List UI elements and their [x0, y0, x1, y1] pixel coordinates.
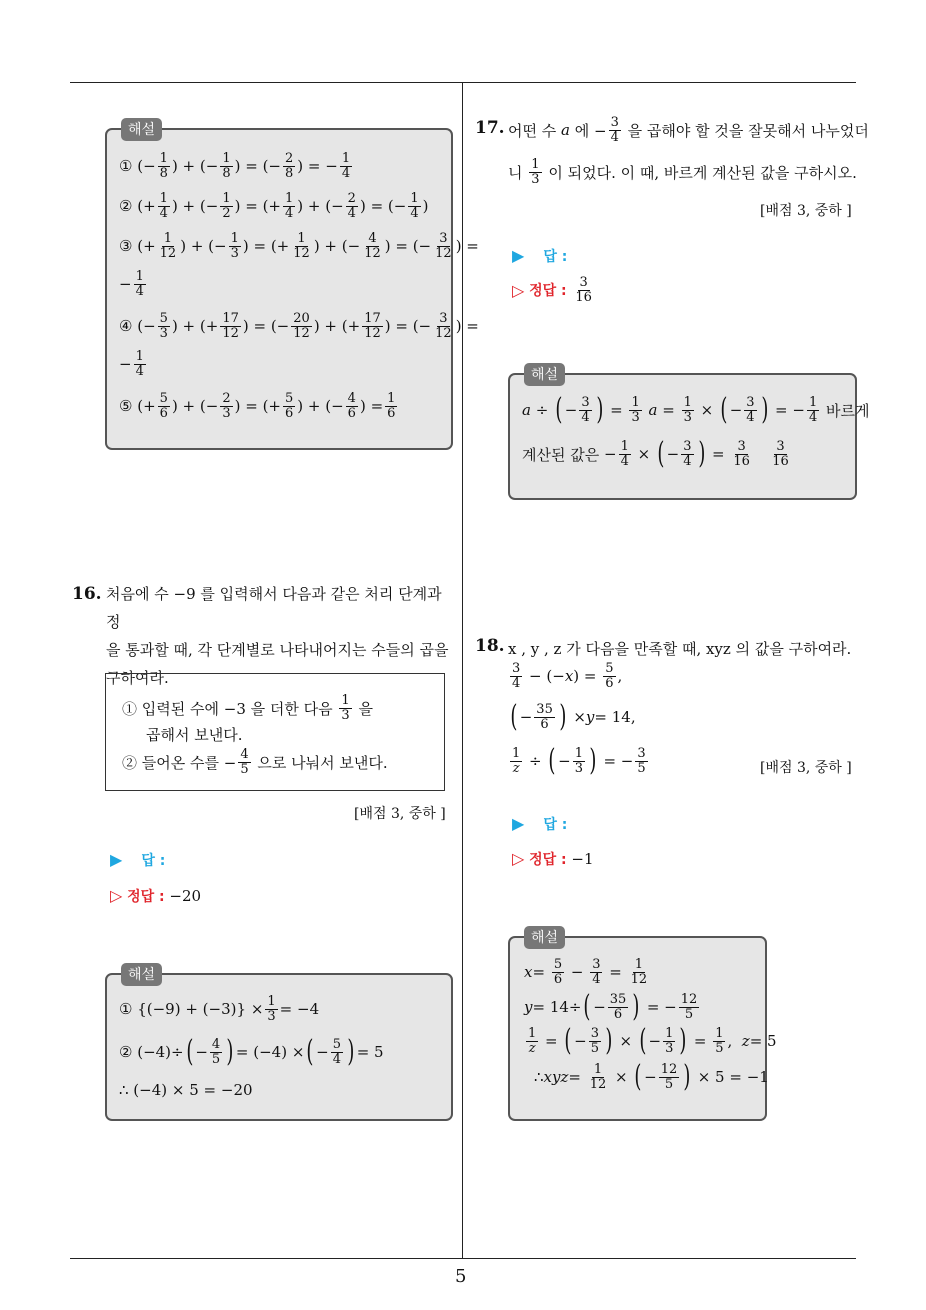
q18-eq-2: ( − $\frac{35}{6}$ ) × y = 14,: [510, 699, 636, 734]
solution-tag: 해설: [121, 963, 162, 986]
question-number-18: 18.: [475, 636, 505, 656]
q18-eq-1: $\frac{3}{4}$ − (− x ) = $\frac{5}{6}$ ,: [512, 661, 623, 691]
q16-sol-line-1: ① {(−9) + (−3)} × $\frac{1}{3}$ = −4: [119, 994, 320, 1024]
solution-box-q15: [105, 122, 479, 450]
solution-line-4b: − $\frac{1}{4}$: [119, 349, 144, 379]
q18-sol-line-4: ∴ xyz = $\frac{1}{12}$ × ( − $\frac{12}{5}$ ) × 5 = −1: [534, 1059, 769, 1094]
q18-sol-line-1: x = $\frac{5}{6}$ − $\frac{3}{4}$ = $\frac{1}{12}$: [524, 957, 648, 987]
question-17-text-1: 어떤 수 a 에 − $\frac{3}{4}$ 을 곱해야 할 것을 잘못해서 나누었더: [508, 115, 869, 145]
points-16: [배점 3, 중하 ]: [354, 806, 446, 822]
solution-line-3b: − $\frac{1}{4}$: [119, 269, 144, 299]
question-18-text: x , y , z 가 다음을 만족할 때, xyz 의 값을 구하여라.: [508, 640, 852, 658]
step-2: ② 들어온 수를 − $\frac{4}{5}$ 으로 나눠서 보낸다.: [122, 747, 388, 777]
q18-eq-3: $\frac{1}{z}$ ÷ ( − $\frac{1}{3}$ ) = − $\frac{3}{5}$: [512, 743, 646, 778]
page-number: 5: [455, 1266, 467, 1287]
q17-sol-line-1: a ÷ ( − $\frac{3}{4}$ ) = $\frac{1}{3}$ a = $\frac{1}{3}$ × ( − $\frac{3}{4}$ ) = − $\frac{1}{4}$ 바르게: [522, 392, 870, 427]
solution-line-4: ④ (− $\frac{5}{3}$ ) + (+ $\frac{17}{12}$ ) = (− $\frac{20}{12}$ ) + (+ $\frac{17}{12}$ ) = (− $\frac{3}{12}$ ) =: [119, 311, 479, 341]
q16-sol-line-2: ② (−4)÷ ( − $\frac{4}{5}$ ) = (−4) × ( − $\frac{5}{4}$ ) = 5: [119, 1034, 384, 1069]
triangle-outline-icon: ▷: [512, 849, 525, 868]
question-16-text: 처음에 수 −9 를 입력해서 다음과 같은 처리 단계과정 을 통과할 때, 각 단계별로 나타내어지는 수들의 곱을 구하여라.: [106, 585, 449, 687]
answer-line-18: ▶ 답 :: [512, 814, 568, 833]
points-17: [배점 3, 중하 ]: [760, 203, 852, 219]
q18-sol-line-3: $\frac{1}{z}$ = ( − $\frac{3}{5}$ ) × ( − $\frac{1}{3}$ ) = $\frac{1}{5}$ , z = 5: [528, 1023, 777, 1058]
points-18: [배점 3, 중하 ]: [760, 760, 852, 776]
answer-line-17: ▶ 답 :: [512, 246, 568, 265]
solution-tag: 해설: [121, 118, 162, 141]
q18-sol-line-2: y = 14÷ ( − $\frac{35}{6}$ ) = − $\frac{12}{5}$: [524, 989, 698, 1024]
step-1-cont: 곱해서 보낸다.: [146, 726, 243, 744]
play-icon: ▶: [110, 850, 123, 869]
solution-line-1: ① (− $\frac{1}{8}$ ) + (− $\frac{1}{8}$ ) = (− $\frac{2}{8}$ ) = − $\frac{1}{4}$: [119, 151, 351, 181]
play-icon: ▶: [512, 246, 525, 265]
triangle-outline-icon: ▷: [512, 280, 525, 300]
answer-line-16: ▶ 답 :: [110, 850, 166, 869]
correct-answer-18: ▷ 정답 : −1: [512, 849, 594, 868]
solution-box-q17: [508, 367, 870, 500]
correct-answer-17: ▷ 정답 : $\frac{3}{16}$: [512, 275, 592, 305]
process-steps-box: [105, 673, 445, 791]
solution-tag: 해설: [524, 926, 565, 949]
top-rule: [70, 82, 856, 83]
correct-value-16: −20: [169, 887, 202, 905]
q17-sol-line-2: 계산된 값은 − $\frac{1}{4}$ × ( − $\frac{3}{4}$ ) = $\frac{3}{16}$ $\frac{3}{16}$: [522, 436, 789, 471]
bottom-rule: [70, 1258, 856, 1259]
solution-line-5: ⑤ (+ $\frac{5}{6}$ ) + (− $\frac{2}{3}$ ) = (+ $\frac{5}{6}$ ) + (− $\frac{4}{6}$ ) = $\frac{1}{6}$: [119, 391, 396, 421]
step-1: ① 입력된 수에 −3 을 더한 다음 $\frac{1}{3}$ 을: [122, 693, 373, 723]
solution-tag: 해설: [524, 363, 565, 386]
question-number-17: 17.: [475, 118, 505, 138]
solution-box-q18: [508, 930, 777, 1121]
correct-value-17: $\frac{3}{16}$: [575, 275, 592, 305]
triangle-outline-icon: ▷: [110, 886, 123, 905]
play-icon: ▶: [512, 814, 525, 833]
question-17-text-2: 니 $\frac{1}{3}$ 이 되었다. 이 때, 바르게 계산된 값을 구하시오.: [508, 157, 857, 187]
q16-sol-line-3: ∴ (−4) × 5 = −20: [119, 1081, 253, 1099]
correct-answer-16: ▷ 정답 : −20: [110, 886, 202, 905]
solution-line-3: ③ (+ $\frac{1}{12}$ ) + (− $\frac{1}{3}$ ) = (+ $\frac{1}{12}$ ) + (− $\frac{4}{12}$ ) = (− $\frac{3}{12}$ ) =: [119, 231, 479, 261]
correct-value-18: −1: [571, 850, 594, 868]
solution-line-2: ② (+ $\frac{1}{4}$ ) + (− $\frac{1}{2}$ ) = (+ $\frac{1}{4}$ ) + (− $\frac{2}{4}$ ) = (− $\frac{1}{4}$ ): [119, 191, 429, 221]
solution-box-q16: [105, 967, 453, 1121]
question-number-16: 16.: [72, 584, 102, 604]
